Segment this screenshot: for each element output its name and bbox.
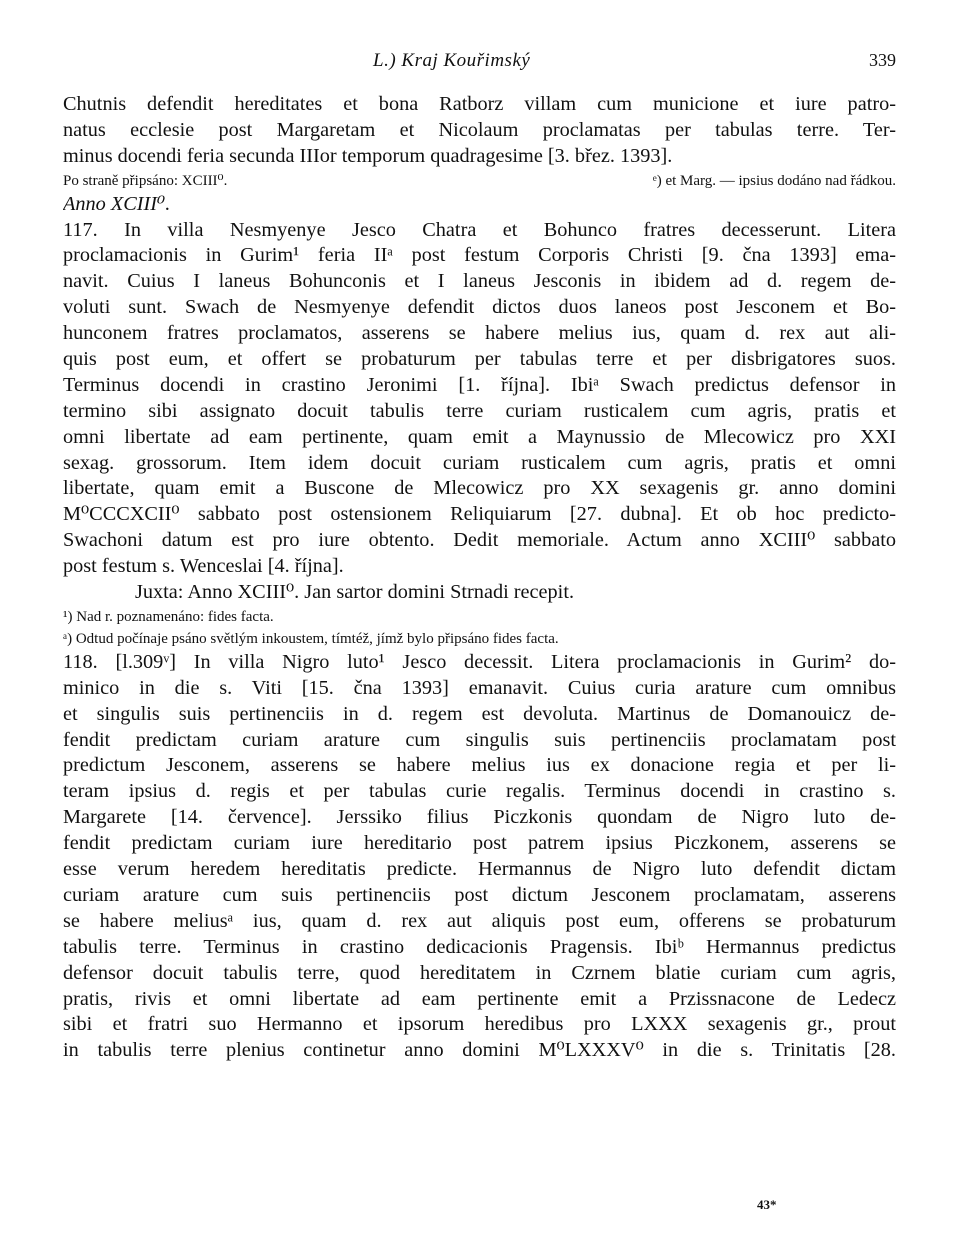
line-text: Margarete [14. července]. Jerssiko filius Piczkonis quondam de Nigro luto de-: [63, 806, 896, 829]
text-line: [63, 399, 896, 425]
text-line: [63, 1038, 896, 1064]
line-text: defensor docuit tabulis terre, quod hereditatem in Czrnem blatie curiam cum agris,: [63, 961, 896, 984]
line-text: M⁰CCCXCII⁰ sabbato post ostensionem Reliquiarum [27. dubna]. Et ob hoc predicto-: [63, 503, 896, 526]
running-title: L.) Kraj Kouřimský: [373, 50, 531, 71]
text-line: [63, 935, 896, 961]
text-line: [63, 269, 896, 295]
line-text: minico in die s. Viti [15. čna 1393] emanavit. Cuius curia arature cum omnibus: [63, 676, 896, 699]
line-text: esse verum heredem hereditatis predicte. Hermannus de Nigro luto defendit dictam: [63, 858, 896, 881]
text-line: [63, 1012, 896, 1038]
line-text: quis post eum, et offert se probaturum per tabulas terre et per disbrigatores suos.: [63, 348, 896, 371]
text-line: [63, 805, 896, 831]
text-line: [63, 295, 896, 321]
line-text: teram ipsius d. regis et per tabulas curie regalis. Terminus docendi in crastino s.: [63, 780, 896, 803]
text-line: [63, 528, 896, 554]
text-line: [63, 192, 896, 218]
text-line: [63, 676, 896, 702]
text-line: [63, 476, 896, 502]
line-text: post festum s. Wenceslai [4. října].: [63, 555, 344, 578]
text-line: [63, 857, 896, 883]
line-text: Swachoni datum est pro iure obtento. Dedit memoriale. Actum anno XCIII⁰ sabbato: [63, 529, 896, 552]
line-text: navit. Cuius I laneus Bohunconis et I laneus Jesconis in ibidem ad d. regem de-: [63, 270, 896, 293]
line-text: Anno XCIII⁰.: [63, 192, 171, 215]
running-header: [63, 50, 896, 74]
text-line: [63, 502, 896, 528]
footnote-line: [63, 606, 896, 628]
text-line: [63, 218, 896, 244]
text-line: [63, 883, 896, 909]
line-text: 117. In villa Nesmyenye Jesco Chatra et Bohunco fratres decesserunt. Litera: [63, 218, 896, 241]
text-line: [63, 753, 896, 779]
line-text: fendit predictam curiam iure hereditario post patrem ipsius Piczkonem, asserens se: [63, 832, 896, 855]
page-number: 339: [869, 50, 896, 70]
line-text: natus ecclesie post Margaretam et Nicolaum proclamatas per tabulas terre. Ter-: [63, 118, 896, 141]
text-line: [63, 243, 896, 269]
text-line: [63, 779, 896, 805]
margin-note: ᵉ) et Marg. — ipsius dodáno nad řádkou.: [652, 172, 896, 189]
line-text: se habere meliusᵃ ius, quam d. rex aut aliquis post eum, offerens se probaturum: [63, 909, 896, 932]
text-line: [63, 961, 896, 987]
line-text: et singulis suis pertinenciis in d. regem est devoluta. Martinus de Domanouicz de-: [63, 702, 896, 725]
text-line: [63, 831, 896, 857]
line-text: in tabulis terre plenius continetur anno domini M⁰LXXXV⁰ in die s. Trinitatis [28.: [63, 1039, 896, 1062]
text-line: [63, 373, 896, 399]
text-line: [63, 987, 896, 1013]
signature-mark: 43*: [757, 1197, 777, 1212]
text-line: [63, 347, 896, 373]
line-text: Chutnis defendit hereditates et bona Ratborz villam cum municione et iure patro-: [63, 93, 896, 115]
line-text: minus docendi feria secunda IIIor temporum quadragesime [3. břez. 1393].: [63, 144, 673, 167]
text-line: [63, 321, 896, 347]
line-text: pratis, rivis et omni libertate ad eam pertinente emit a Przissnacone de Ledecz: [63, 987, 896, 1010]
text-line: [63, 580, 896, 606]
text-line: [63, 144, 896, 170]
text-line: [63, 650, 896, 676]
document-body: [63, 92, 896, 1064]
line-text: proclamacionis in Gurim¹ feria IIᵃ post festum Corporis Christi [9. čna 1393] ema-: [63, 244, 896, 267]
text-line: [63, 554, 896, 580]
line-text: sexag. grossorum. Item idem docuit curiam rusticalem cum agris, pratis et omni: [63, 451, 896, 474]
line-text: Juxta: Anno XCIII⁰. Jan sartor domini Strnadi recepit.: [135, 581, 575, 604]
line-text: 118. [l.309ᵛ] In villa Nigro luto¹ Jesco decessit. Litera proclamacionis in Gurim² do-: [63, 650, 896, 673]
text-line: [63, 451, 896, 477]
line-text: predictum Jesconem, asserens se habere melius ius ex donacione regia et per li-: [63, 754, 896, 777]
line-text: ᵃ) Odtud počínaje psáno světlým inkoustem, tímtéž, jímž bylo připsáno fides facta.: [63, 630, 559, 647]
text-line: [63, 92, 896, 118]
line-text: curiam arature cum suis pertinenciis post dictum Jesconem proclamatam, asserens: [63, 883, 896, 906]
footnote-line: [63, 628, 896, 650]
footnote-line: [63, 170, 896, 192]
line-text: fendit predictam curiam arature cum singulis suis pertinenciis proclamatam post: [63, 728, 896, 751]
line-text: Terminus docendi in crastino Jeronimi [1. října]. Ibiᵃ Swach predictus defensor in: [63, 373, 896, 396]
line-text: termino sibi assignato docuit tabulis terre curiam rusticalem cum agris, pratis et: [63, 399, 896, 422]
text-line: [63, 702, 896, 728]
line-text: omni libertate ad eam pertinente, quam emit a Maynussio de Mlecowicz pro XXI: [63, 425, 896, 448]
line-text: ¹) Nad r. poznamenáno: fides facta.: [63, 608, 274, 625]
line-text: libertate, quam emit a Buscone de Mlecowicz pro XX sexagenis gr. anno domini: [63, 477, 896, 500]
line-text: tabulis terre. Terminus in crastino dedicacionis Pragensis. Ibiᵇ Hermannus predictus: [63, 935, 896, 958]
text-line: [63, 728, 896, 754]
line-text: voluti sunt. Swach de Nesmyenye defendit dictos duos laneos post Jesconem et Bo-: [63, 296, 896, 319]
text-line: [63, 909, 896, 935]
line-text: sibi et fratri suo Hermanno et ipsorum heredibus pro LXXX sexagenis gr., prout: [63, 1013, 896, 1036]
line-text: Po straně připsáno: XCIII⁰.: [63, 172, 228, 189]
line-text: hunconem fratres proclamatos, asserens se habere melius ius, quam d. rex aut ali-: [63, 322, 896, 345]
text-line: [63, 425, 896, 451]
text-line: [63, 118, 896, 144]
